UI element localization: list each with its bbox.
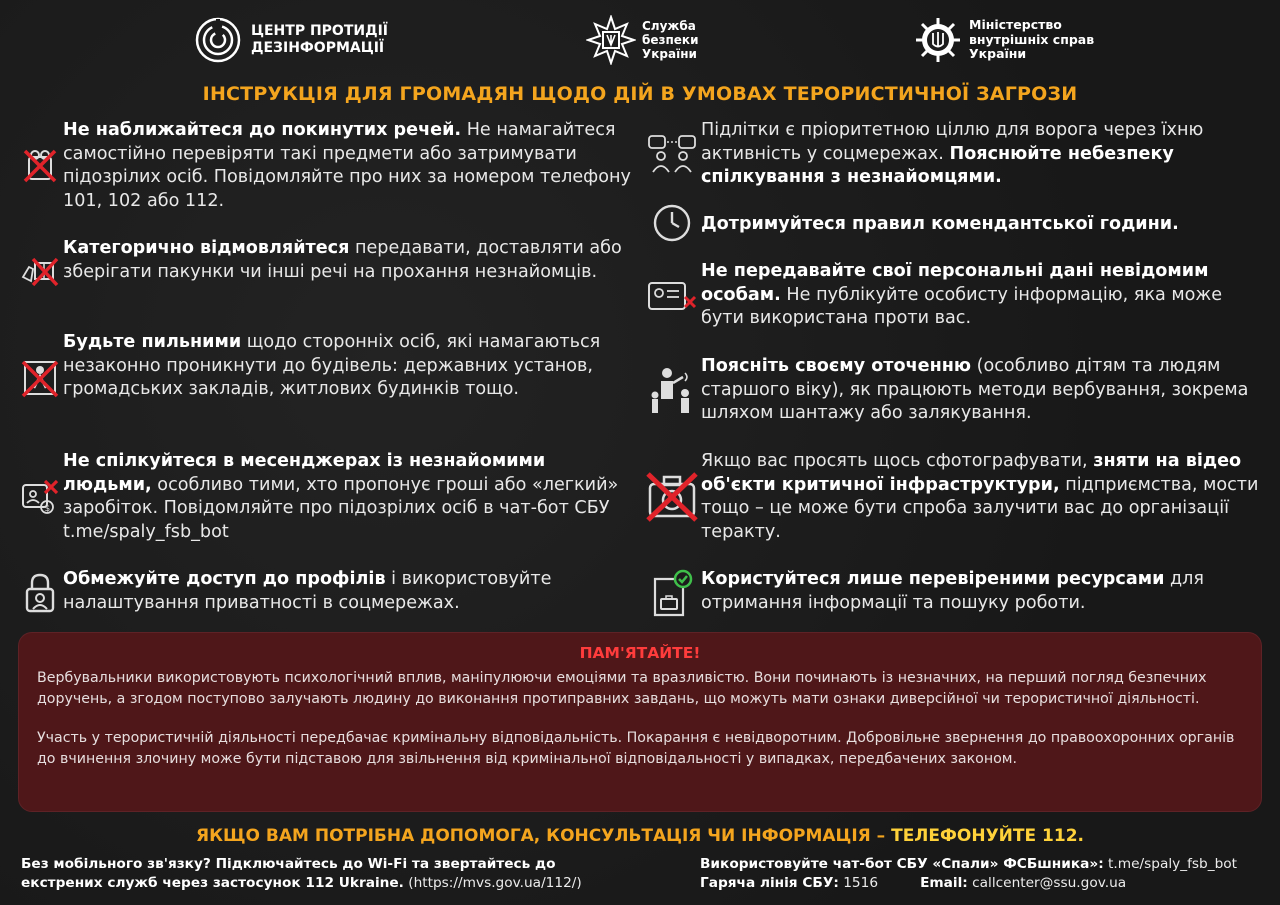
footer-chatbot-label: Використовуйте чат-бот СБУ «Спали» ФСБшника»:: [700, 856, 1104, 872]
footer-chatbot-link[interactable]: t.me/spaly_fsb_bot: [1103, 856, 1238, 872]
abandoned-item-crossed-icon: [21, 147, 59, 185]
lock-profile-icon: [24, 573, 56, 613]
header-logos: [0, 12, 1280, 68]
left-item-2-text: передавати, доставляти або зберігати пакунки чи інші речі на прохання незнайомців.: [63, 238, 622, 282]
right-item-2-bold: Дотримуйтеся правил комендантської години.: [701, 214, 1179, 234]
right-item-5-bold: зняти на відео об'єкти критичної інфраструктури,: [701, 451, 1242, 495]
right-item-2: [646, 213, 1266, 239]
left-item-5-bold: Обмежуйте доступ до профілів: [63, 569, 386, 589]
left-item-1-bold: Не наближайтеся до покинутих речей.: [63, 120, 462, 140]
help-line: [0, 826, 1280, 846]
logo3-line1: Міністерство: [969, 17, 1062, 33]
right-item-3-bold: Не передавайте свої персональні дані невідомим особам.: [701, 261, 1209, 305]
left-item-4-text: особливо тими, хто пропонує гроші або «легкий» заробіток. Повідомляйте про підозрілих осіб в чат-бот СБУ t.me/spaly_fsb_bot: [63, 474, 619, 542]
right-item-1: [646, 119, 1266, 190]
left-item-5-text: і використовуйте налаштування приватності в соцмережах.: [63, 569, 552, 613]
logo2-line3: України: [642, 47, 697, 61]
left-item-1-text: Не намагайтеся самостійно перевіряти такі предмети або затримувати підозрілих осіб. Повідомляйте про них за номером телефону 101, 102 або 112.: [63, 120, 631, 211]
right-item-5: [646, 450, 1266, 544]
remember-paragraph-1: Вербувальники використовують психологічний вплив, маніпулюючи емоціями та вразливістю. Вони починають із незначних, на перший погляд безпечних доручень, а згодом поступово залучають людину до виконання протиправних завдань, що можуть мати ознаки диверсійної чи терористичної діяльності.: [37, 670, 1207, 707]
right-item-3: [646, 260, 1266, 331]
messenger-money-crossed-icon: [21, 479, 59, 515]
right-item-3-text: Не публікуйте особисту інформацію, яка може бути використана проти вас.: [701, 284, 1223, 328]
disinfo-center-emblem-icon: [195, 17, 241, 63]
right-item-6: [646, 568, 1266, 618]
footer-hotline-number[interactable]: 1516: [838, 875, 879, 891]
logo1-line1: ЦЕНТР ПРОТИДІЇ: [251, 23, 388, 39]
right-item-4: [646, 355, 1266, 426]
right-item-6-bold: Користуйтеся лише перевіреними ресурсами: [701, 569, 1165, 589]
right-item-4-bold: Поясніть своєму оточенню: [701, 356, 972, 376]
page-title: ІНСТРУКЦІЯ ДЛЯ ГРОМАДЯН ЩОДО ДІЙ В УМОВАХ ТЕРОРИСТИЧНОЇ ЗАГРОЗИ: [202, 83, 1078, 105]
footer-hotline-label: Гаряча лінія СБУ:: [700, 875, 839, 891]
chat-people-icon: [647, 134, 697, 174]
left-item-4: [20, 450, 635, 544]
svg-text:$: $: [44, 504, 51, 514]
logo1-line2: ДЕЗІНФОРМАЦІЇ: [251, 40, 385, 56]
family-icon: [647, 365, 697, 415]
ssu-emblem-icon: [586, 15, 636, 65]
left-item-2: [20, 237, 635, 307]
help-phone: ТЕЛЕФОНУЙТЕ 112.: [891, 826, 1084, 846]
logo2-line1: Служба: [642, 19, 696, 33]
id-card-crossed-icon: [647, 275, 697, 315]
package-crossed-icon: [21, 255, 59, 289]
logo2-line2: безпеки: [642, 33, 699, 47]
remember-paragraph-2: Участь у терористичній діяльності передбачає кримінальну відповідальність. Покарання є невідворотним. Добровільне звернення до правоохоронних органів до вчинення злочину може бути підставою для звільнення від кримінальної відповідальності у випадках, передбачених законом.: [37, 730, 1235, 767]
right-item-6-text: для отримання інформації та пошуку роботи.: [701, 569, 1204, 613]
intruder-crossed-icon: [21, 358, 59, 398]
logo-mvs: [915, 12, 1094, 68]
footer-mvs-link[interactable]: (https://mvs.gov.ua/112/): [403, 875, 582, 891]
footer-right: [700, 855, 1270, 893]
remember-panel: [18, 632, 1262, 812]
footer-email-link[interactable]: callcenter@ssu.gov.ua: [967, 875, 1127, 891]
mvs-emblem-icon: [915, 17, 961, 63]
logo-disinfo-center: [195, 12, 388, 68]
left-item-2-bold: Категорично відмовляйтеся: [63, 238, 350, 258]
clock-icon: [652, 203, 692, 243]
logo-ssu: [586, 12, 698, 68]
logo3-line3: України: [969, 46, 1027, 62]
right-item-1-bold: Пояснюйте небезпеку спілкування з незнайомцями.: [701, 143, 1174, 187]
right-item-4-text: (особливо дітям та людям старшого віку), як працюють методи вербування, зокрема шляхом шантажу або залякування.: [701, 356, 1249, 423]
left-item-4-bold: Не спілкуйтеся в месенджерах із незнайомими людьми,: [63, 451, 546, 495]
right-item-5-text: підприємства, мости тощо – це може бути спроба залучити вас до організації теракту.: [701, 474, 1259, 542]
verified-document-icon: [649, 569, 695, 617]
logo3-line2: внутрішніх справ: [969, 31, 1095, 47]
left-item-3-bold: Будьте пильними: [63, 332, 242, 352]
left-item-3: [20, 331, 635, 425]
footer-email-label: Email:: [920, 875, 968, 891]
camera-crossed-icon: [646, 472, 698, 522]
footer-wifi-text: Без мобільного зв'язку? Підключайтесь до Wi-Fi та звертайтесь до екстрених служб через застосунок 112 Ukraine.: [21, 856, 556, 891]
remember-title: ПАМ'ЯТАЙТЕ!: [579, 644, 701, 662]
right-item-5-pre: Якщо вас просять щось сфотографувати,: [701, 451, 1094, 471]
left-item-1: [20, 119, 635, 213]
footer-left: [21, 855, 631, 893]
left-item-3-text: щодо сторонніх осіб, які намагаються незаконно проникнути до будівель: державних установ, громадських закладів, житлових будинків тощо.: [63, 332, 601, 399]
right-item-1-text: Підлітки є пріоритетною ціллю для ворога через їхню активність у соцмережах.: [701, 120, 1204, 164]
left-item-5: [20, 568, 635, 618]
help-text: ЯКЩО ВАМ ПОТРІБНА ДОПОМОГА, КОНСУЛЬТАЦІЯ ЧИ ІНФОРМАЦІЯ –: [196, 826, 892, 846]
